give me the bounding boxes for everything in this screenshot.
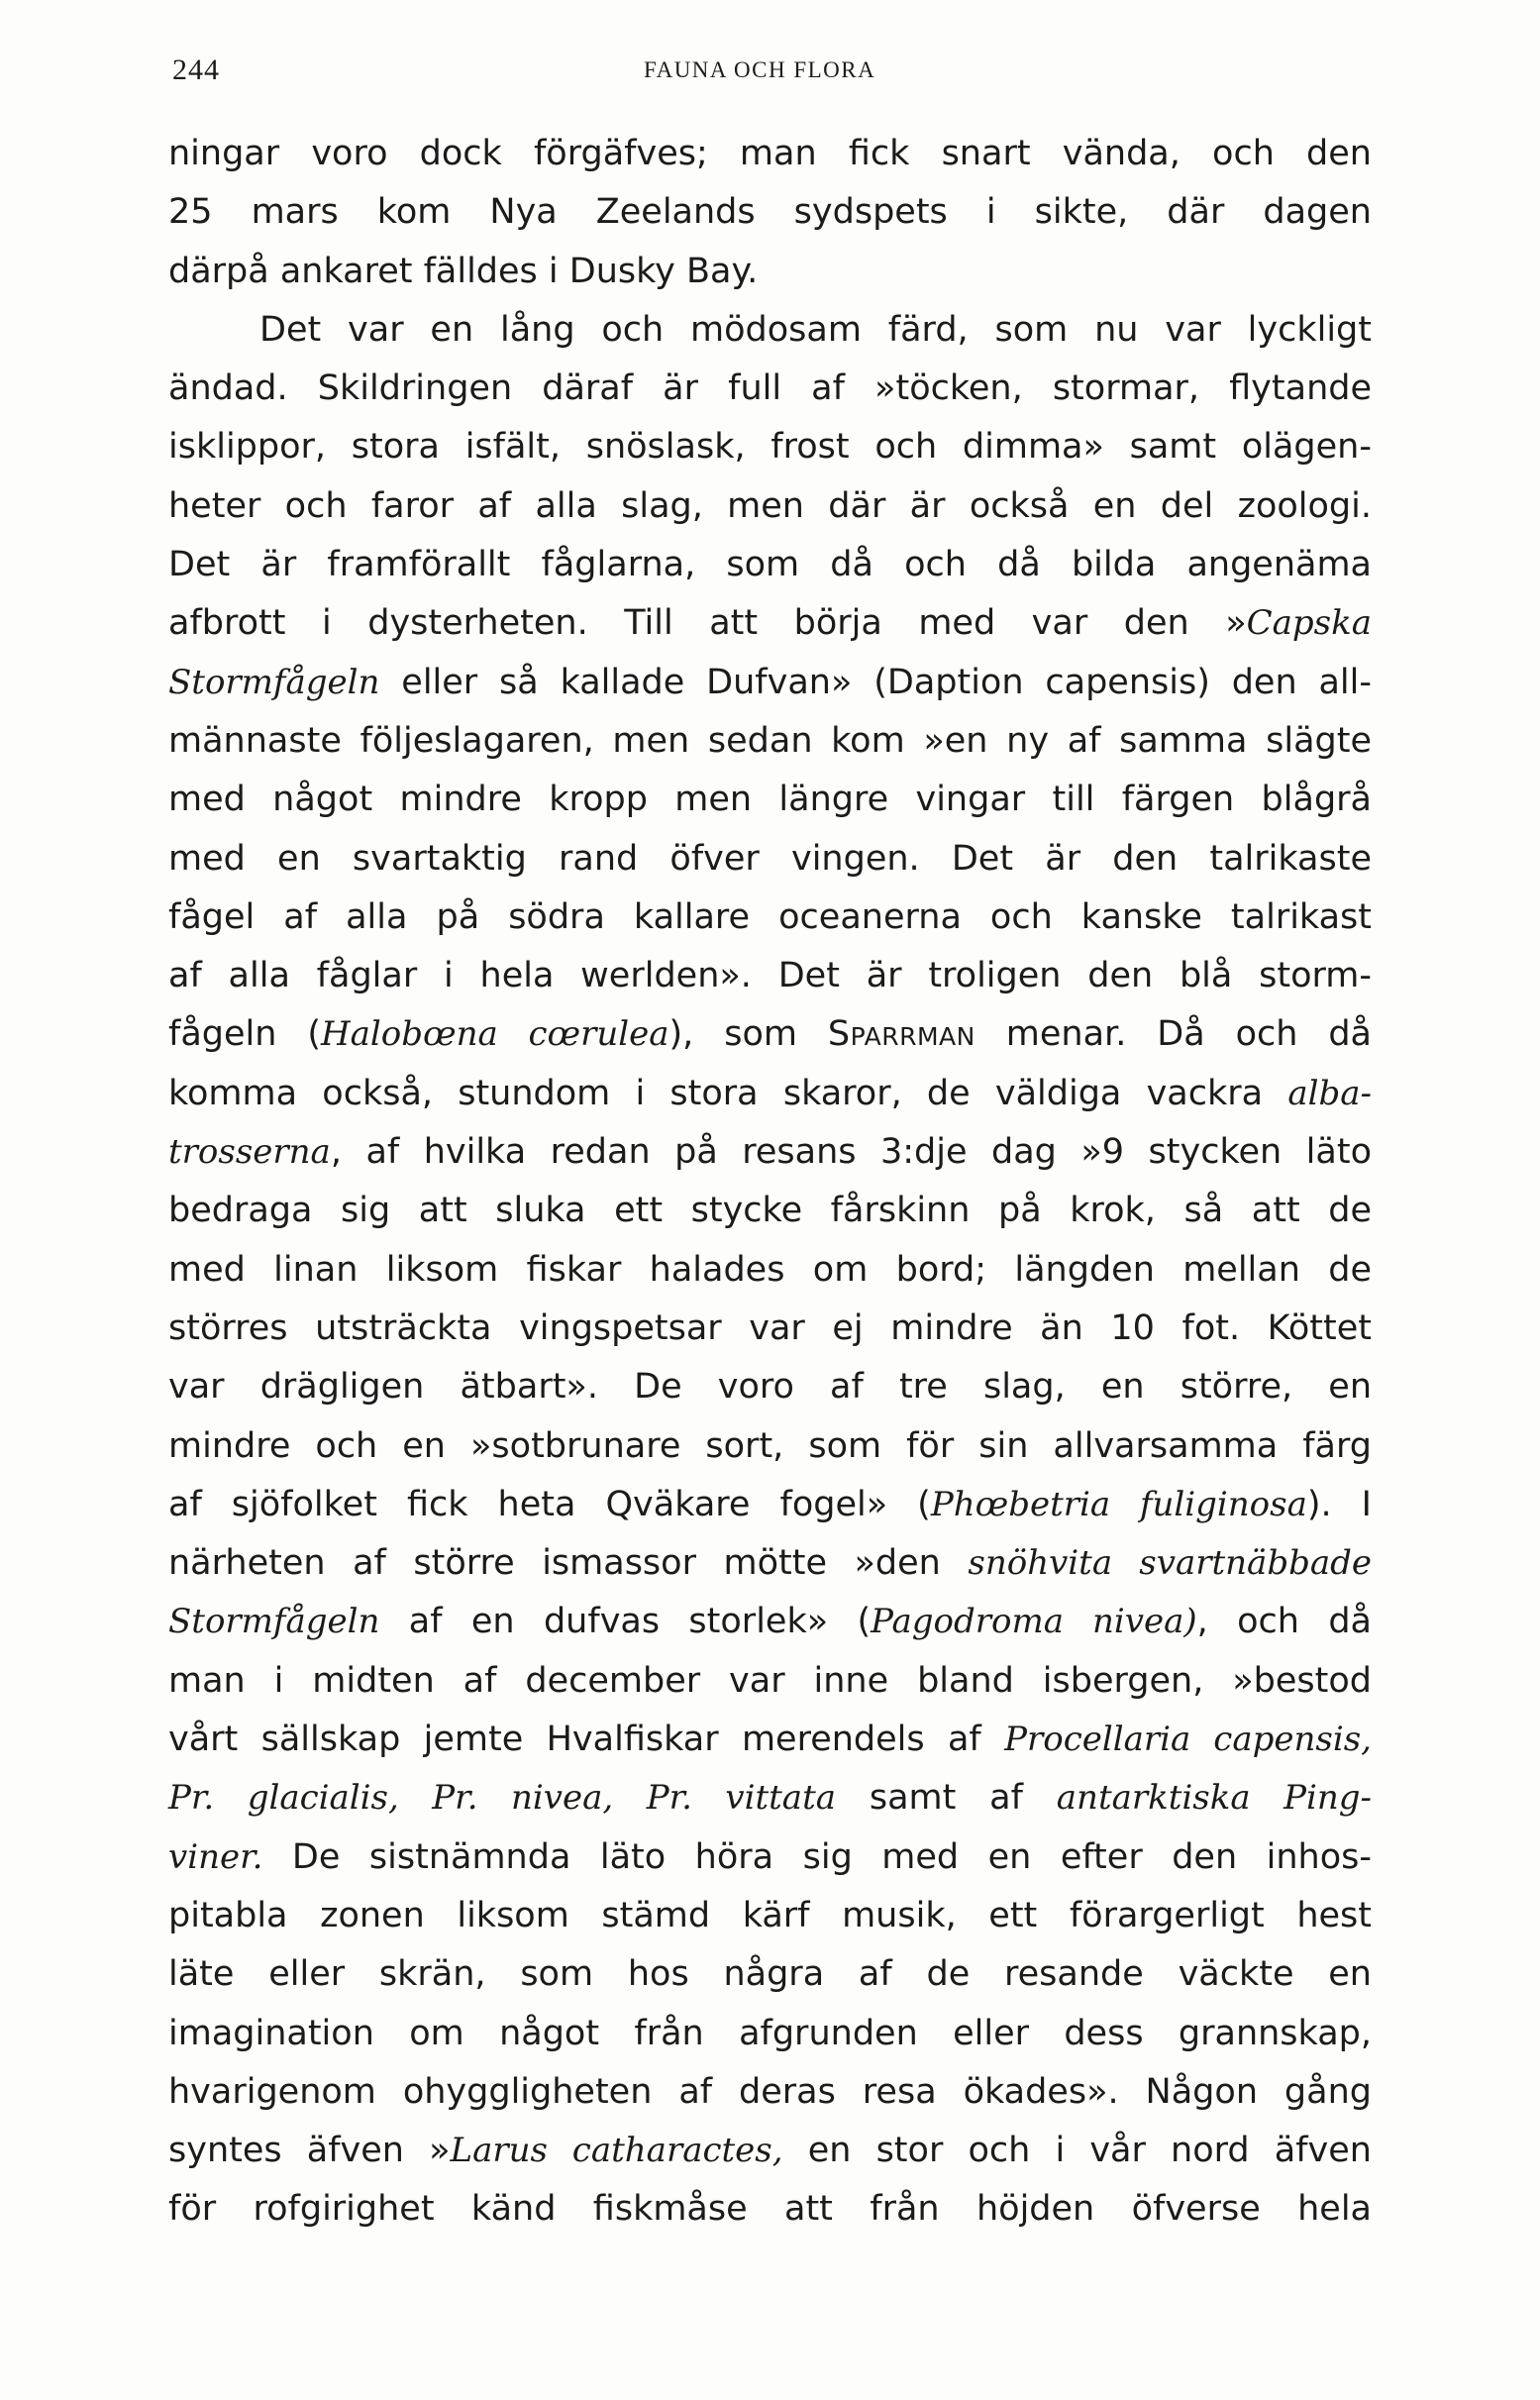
text-segment: störres utsträckta vingspetsar var ej mindre än 10 fot. Köttet [168,1307,1372,1348]
text-line [168,1711,1372,1769]
body-text [168,125,1372,2240]
text-segment: med linan liksom fiskar halades om bord; längden mellan de [168,1249,1372,1290]
italic-text: alba- [1287,1073,1372,1113]
text-line [168,360,1372,418]
running-head: FAUNA OCH FLORA [644,57,876,82]
text-segment: isklippor, stora isfält, snöslask, frost och dimma» samt olägen- [168,427,1372,468]
small-caps-text: Sparrman [827,1014,975,1055]
text-line [168,654,1372,712]
text-segment: af alla fåglar i hela werlden». Det är troligen den blå storm- [168,956,1372,996]
text-line [168,418,1372,476]
text-line [168,536,1372,594]
italic-text: Larus catharactes, [450,2131,783,2171]
text-segment: vårt sällskap jemte Hvalfiskar merendels af [168,1720,1005,1760]
text-segment: var drägligen ätbart». De voro af tre slag, en större, en [168,1367,1372,1408]
text-line [168,771,1372,829]
italic-text: Pagodroma nivea) [871,1602,1197,1642]
italic-text: trosserna [168,1132,331,1173]
text-segment: 25 mars kom Nya Zeelands sydspets i sikte, där dagen [168,192,1372,233]
text-line [168,1005,1372,1064]
text-line [168,2180,1372,2239]
text-line [168,1769,1372,1827]
text-segment: med något mindre kropp men längre vingar till färgen blågrå [168,780,1372,820]
text-line [168,1828,1372,1887]
text-segment: bedraga sig att sluka ett stycke fårskinn på krok, så att de [168,1191,1372,1231]
text-segment: med en svartaktig rand öfver vingen. Det är den talrikaste [168,838,1372,879]
text-segment: läte eller skrän, som hos några af de resande väckte en [168,1954,1372,1995]
text-line [168,712,1372,771]
text-line [168,830,1372,888]
text-segment: ningar voro dock förgäfves; man fick snart vända, och den [168,134,1372,173]
text-line [168,888,1372,947]
text-segment: hvarigenom ohyggligheten af deras resa ökades». Någon gång [168,2071,1372,2112]
text-segment: ändad. Skildringen däraf är full af »töcken, stormar, flytande [168,368,1372,409]
italic-text: Phœbetria fuliginosa [930,1484,1307,1524]
text-segment: för rofgirighet känd fiskmåse att från höjden öfverse hela [168,2189,1372,2230]
text-segment: ). I [1306,1484,1373,1524]
text-segment: syntes äfven » [168,2131,451,2171]
text-line [168,243,1372,301]
text-segment: komma också, stundom i stora skaror, de väldiga vackra [168,1073,1288,1113]
text-line [168,1476,1372,1534]
text-line [168,1417,1372,1476]
text-segment: Det är framförallt fåglarna, som då och då bilda angenäma [168,545,1372,585]
text-line [168,1887,1372,1945]
text-line [168,1241,1372,1300]
text-segment: imagination om något från afgrunden eller dess grannskap, [168,2013,1372,2053]
italic-text: Capska [1246,603,1372,644]
text-segment: Det var en lång och mödosam färd, som nu var lyckligt [259,309,1372,350]
text-segment: , af hvilka redan på resans 3:dje dag »9 stycken läto [330,1132,1372,1173]
text-line [168,2063,1372,2122]
text-segment: ), som [668,1014,828,1055]
italic-text: antarktiska Ping- [1056,1778,1373,1819]
text-segment: , och då [1196,1602,1372,1642]
text-line [168,1534,1372,1593]
text-segment: mindre och en »sotbrunare sort, som för sin allvarsamma färg [168,1425,1372,1466]
text-segment: pitabla zonen liksom stämd kärf musik, ett förargerligt hest [168,1895,1372,1935]
text-line [168,2122,1372,2180]
text-line [168,1358,1372,1416]
text-segment: heter och faror af alla slag, men där är också en del zoologi. [168,485,1372,526]
text-segment: menar. Då och då [975,1014,1372,1055]
text-line [168,125,1372,183]
text-segment: männaste följeslagaren, men sedan kom »en ny af samma slägte [168,720,1372,761]
text-line [168,1065,1372,1123]
text-segment: af en dufvas storlek» ( [379,1602,872,1642]
text-segment: en stor och i vår nord äfven [782,2131,1372,2171]
italic-text: viner. [168,1836,263,1877]
text-line [168,1300,1372,1358]
text-line [168,1593,1372,1651]
text-line [168,183,1372,242]
italic-text: Pr. glacialis, Pr. nivea, Pr. vittata [168,1778,837,1819]
italic-text: snöhvita svartnäbbade [968,1543,1373,1584]
text-segment: afbrott i dysterheten. Till att börja med var den » [168,603,1247,644]
page-number: 244 [172,53,220,86]
italic-text: Stormfågeln [168,662,380,702]
text-segment: närheten af större ismassor mötte »den [168,1543,969,1584]
text-line [168,301,1372,360]
text-segment: man i midten af december var inne bland isbergen, »bestod [168,1660,1372,1701]
text-segment: fågel af alla på södra kallare oceanerna och kanske talrikast [168,896,1372,937]
italic-text: Halobœna cœrulea [321,1014,669,1055]
text-segment: därpå ankaret fälldes i Dusky Bay. [168,251,759,291]
text-line [168,1652,1372,1711]
text-line [168,1182,1372,1240]
text-segment: De sistnämnda läto höra sig med en efter den inhos- [262,1836,1372,1877]
text-line [168,1123,1372,1182]
text-line [168,1945,1372,2004]
text-segment: samt af [836,1778,1057,1819]
page-header [168,50,1372,89]
italic-text: Procellaria capensis, [1004,1720,1372,1760]
text-line [168,477,1372,536]
text-segment: af sjöfolket fick heta Qväkare fogel» ( [168,1484,931,1524]
text-segment: fågeln ( [168,1014,322,1055]
text-line [168,947,1372,1005]
text-line [168,594,1372,653]
text-line [168,2005,1372,2063]
italic-text: Stormfågeln [168,1602,380,1642]
text-segment: eller så kallade Dufvan» (Daption capensis) den all- [379,662,1372,702]
